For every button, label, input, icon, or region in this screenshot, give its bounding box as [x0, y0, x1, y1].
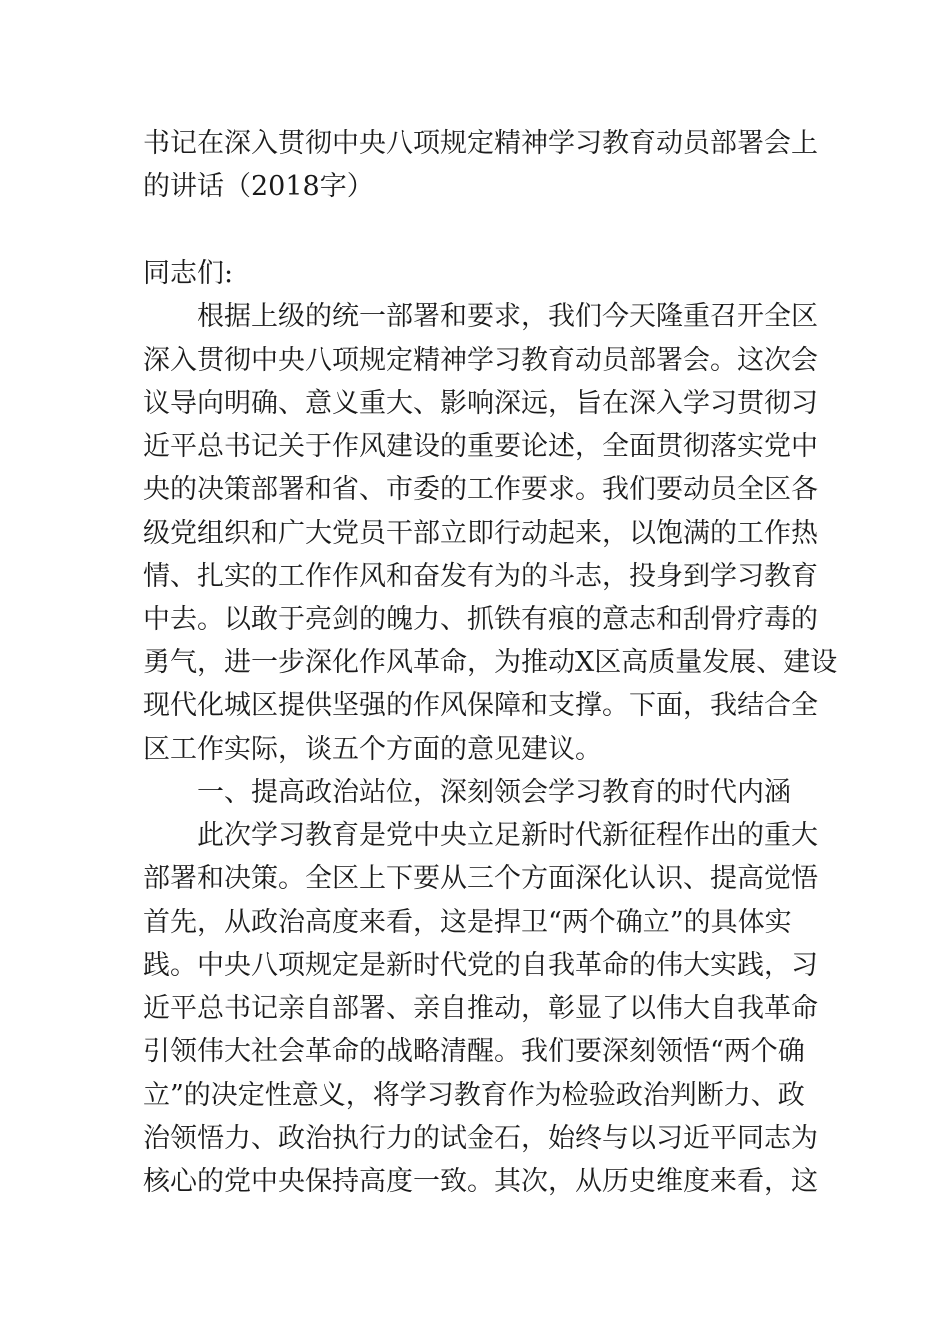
- body-line: 部署和决策。全区上下要从三个方面深化认识、提高觉悟: [143, 863, 818, 894]
- body-line: 区工作实际，谈五个方面的意见建议。: [143, 734, 602, 765]
- body-line: 近平总书记关于作风建设的重要论述，全面贯彻落实党中: [143, 431, 818, 462]
- body-line: 此次学习教育是党中央立足新时代新征程作出的重大: [197, 820, 818, 851]
- body-line: 级党组织和广大党员干部立即行动起来，以饱满的工作热: [143, 518, 818, 549]
- title-line-1: 书记在深入贯彻中央八项规定精神学习教育动员部署会上: [143, 128, 818, 159]
- body-line: 央的决策部署和省、市委的工作要求。我们要动员全区各: [143, 474, 818, 505]
- body-line: 首先，从政治高度来看，这是捍卫“两个确立”的具体实: [143, 907, 792, 938]
- salutation: 同志们:: [143, 258, 234, 289]
- body-line: 议导向明确、意义重大、影响深远，旨在深入学习贯彻习: [143, 388, 818, 419]
- body-line: 现代化城区提供坚强的作风保障和支撑。下面，我结合全: [143, 690, 818, 721]
- body-line: 立”的决定性意义，将学习教育作为检验政治判断力、政: [143, 1080, 805, 1111]
- body-line: 核心的党中央保持高度一致。其次，从历史维度来看，这: [143, 1166, 818, 1197]
- body-line: 根据上级的统一部署和要求，我们今天隆重召开全区: [197, 301, 818, 332]
- body-line: 中去。以敢于亮剑的魄力、抓铁有痕的意志和刮骨疗毒的: [143, 604, 818, 635]
- body-line: 勇气，进一步深化作风革命，为推动X区高质量发展、建设: [143, 647, 838, 678]
- body-line: 情、扎实的工作作风和奋发有为的斗志，投身到学习教育: [143, 561, 818, 592]
- body-line: 引领伟大社会革命的战略清醒。我们要深刻领悟“两个确: [143, 1036, 805, 1067]
- section-heading: 一、提高政治站位，深刻领会学习教育的时代内涵: [197, 777, 791, 808]
- body-line: 治领悟力、政治执行力的试金石，始终与以习近平同志为: [143, 1123, 818, 1154]
- body-line: 近平总书记亲自部署、亲自推动，彰显了以伟大自我革命: [143, 993, 818, 1024]
- title-line-2: 的讲话（2018字）: [143, 171, 374, 202]
- body-line: 践。中央八项规定是新时代党的自我革命的伟大实践，习: [143, 950, 818, 981]
- body-line: 深入贯彻中央八项规定精神学习教育动员部署会。这次会: [143, 345, 818, 376]
